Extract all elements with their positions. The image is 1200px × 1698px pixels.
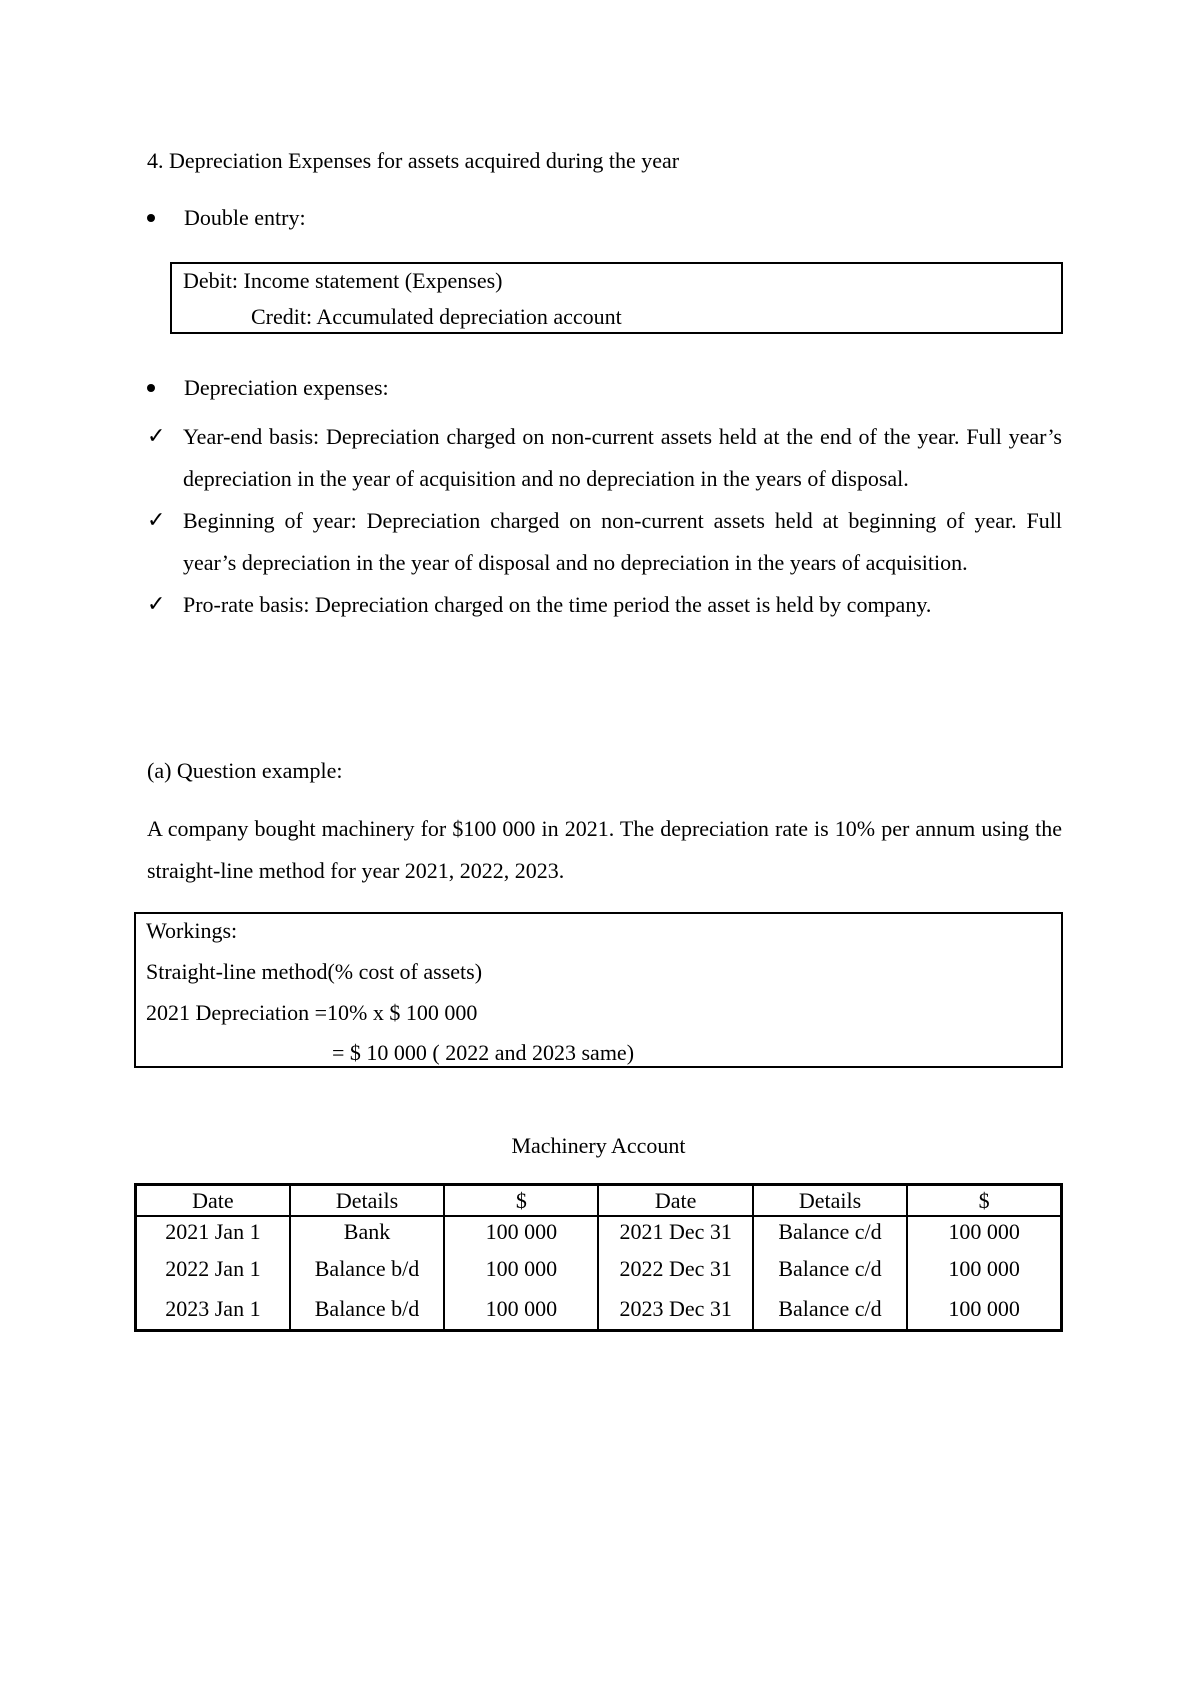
header-details-debit: Details [290,1185,444,1217]
table-row [136,1249,1062,1289]
check-mark-icon: ✓ [147,424,166,449]
table-cell: 2021 Dec 31 [598,1216,752,1249]
table-cell: Balance c/d [753,1289,907,1331]
check-item-beginning [147,500,1062,584]
table-cell: 100 000 [444,1249,598,1289]
bullet-dot-icon [147,384,155,392]
table-cell: 2023 Dec 31 [598,1289,752,1331]
check-mark-icon: ✓ [147,592,166,617]
table-cell: Balance b/d [290,1249,444,1289]
double-entry-box [170,262,1063,334]
workings-result: = $ 10 000 ( 2022 and 2023 same) [332,1040,635,1065]
workings-title: Workings: [146,918,238,943]
header-details-credit: Details [753,1185,907,1217]
check-item-text: Beginning of year: Depreciation charged on non-current assets held at beginning of year. Full year’s depreciation in the year of disposal and no depreciation in the years of acquisition. [183,508,1062,575]
table-cell: 2023 Jan 1 [136,1289,290,1331]
question-label: (a) Question example: [147,758,343,783]
workings-calculation: 2021 Depreciation =10% x $ 100 000 [146,1000,478,1025]
question-text: A company bought machinery for $100 000 in 2021. The depreciation rate is 10% per annum using the straight-line method for year 2021, 2022, 2023. [147,816,1062,883]
credit-line: Credit: Accumulated depreciation account [251,304,622,329]
section-heading: 4. Depreciation Expenses for assets acquired during the year [147,148,680,173]
table-cell: 2022 Dec 31 [598,1249,752,1289]
workings-box [134,912,1063,1068]
table-cell: 100 000 [444,1216,598,1249]
table-cell: 100 000 [444,1289,598,1331]
table-cell: 100 000 [907,1216,1061,1249]
header-date-credit: Date [598,1185,752,1217]
depreciation-expenses-label: Depreciation expenses: [184,375,389,400]
table-cell: Balance c/d [753,1249,907,1289]
check-item-text: Year-end basis: Depreciation charged on non-current assets held at the end of the year. Full year’s depreciation in the year of acquisition and no depreciation in the years of disposal. [183,424,1062,491]
check-item-text: Pro-rate basis: Depreciation charged on the time period the asset is held by company. [183,592,932,617]
workings-method: Straight-line method(% cost of assets) [146,959,483,984]
header-amount-credit: $ [907,1185,1061,1217]
debit-line: Debit: Income statement (Expenses) [183,268,503,293]
table-cell: Balance b/d [290,1289,444,1331]
machinery-account-table [134,1183,1063,1332]
check-mark-icon: ✓ [147,508,166,533]
table-cell: 2022 Jan 1 [136,1249,290,1289]
table-cell: 2021 Jan 1 [136,1216,290,1249]
depreciation-expenses-bullet [147,373,389,403]
check-item-year-end [147,416,1062,500]
header-amount-debit: $ [444,1185,598,1217]
basis-check-list [147,416,1062,626]
table-row [136,1289,1062,1331]
table-cell: 100 000 [907,1249,1061,1289]
header-date-debit: Date [136,1185,290,1217]
table-header-row [136,1185,1062,1217]
double-entry-label: Double entry: [184,205,306,230]
double-entry-bullet [147,203,306,233]
table-title: Machinery Account [511,1133,686,1158]
check-item-pro-rate [147,584,1062,626]
table-cell: 100 000 [907,1289,1061,1331]
bullet-dot-icon [147,214,155,222]
table-cell: Bank [290,1216,444,1249]
table-cell: Balance c/d [753,1216,907,1249]
table-row [136,1216,1062,1249]
